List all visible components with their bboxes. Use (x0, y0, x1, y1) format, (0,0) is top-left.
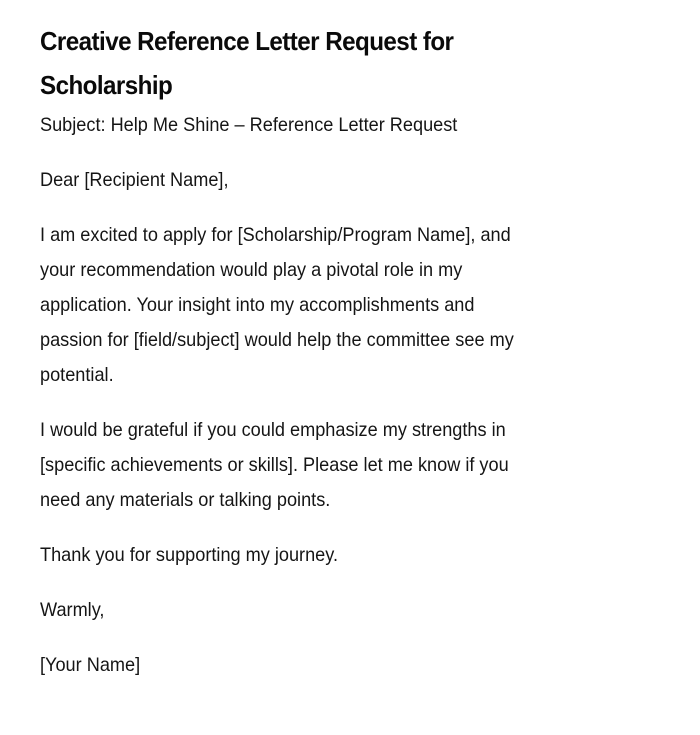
signature (40, 648, 680, 683)
paragraph-line: need any materials or talking points. (40, 489, 331, 511)
subject-line (40, 108, 680, 143)
paragraph-line: [specific achievements or skills]. Please let me know if you (40, 454, 509, 476)
document-title (40, 19, 680, 107)
paragraph-line: potential. (40, 364, 114, 386)
subject-text: Subject: Help Me Shine – Reference Letter Request (40, 114, 458, 136)
paragraph-line: passion for [field/subject] would help the committee see my (40, 329, 514, 351)
paragraph-line: application. Your insight into my accomplishments and (40, 294, 475, 316)
thanks-text: Thank you for supporting my journey. (40, 544, 339, 566)
closing (40, 593, 680, 628)
body-paragraph-2 (40, 413, 680, 518)
body-paragraph-1 (40, 218, 680, 393)
paragraph-line: I would be grateful if you could emphasize my strengths in (40, 419, 506, 441)
paragraph-line: your recommendation would play a pivotal role in my (40, 259, 463, 281)
title-line: Creative Reference Letter Request for (40, 26, 454, 56)
paragraph-line: I am excited to apply for [Scholarship/Program Name], and (40, 224, 511, 246)
letter-document (40, 19, 680, 703)
signature-text: [Your Name] (40, 654, 141, 676)
title-line: Scholarship (40, 70, 173, 100)
salutation-text: Dear [Recipient Name], (40, 169, 229, 191)
thanks-line (40, 538, 680, 573)
salutation (40, 163, 680, 198)
closing-text: Warmly, (40, 599, 105, 621)
